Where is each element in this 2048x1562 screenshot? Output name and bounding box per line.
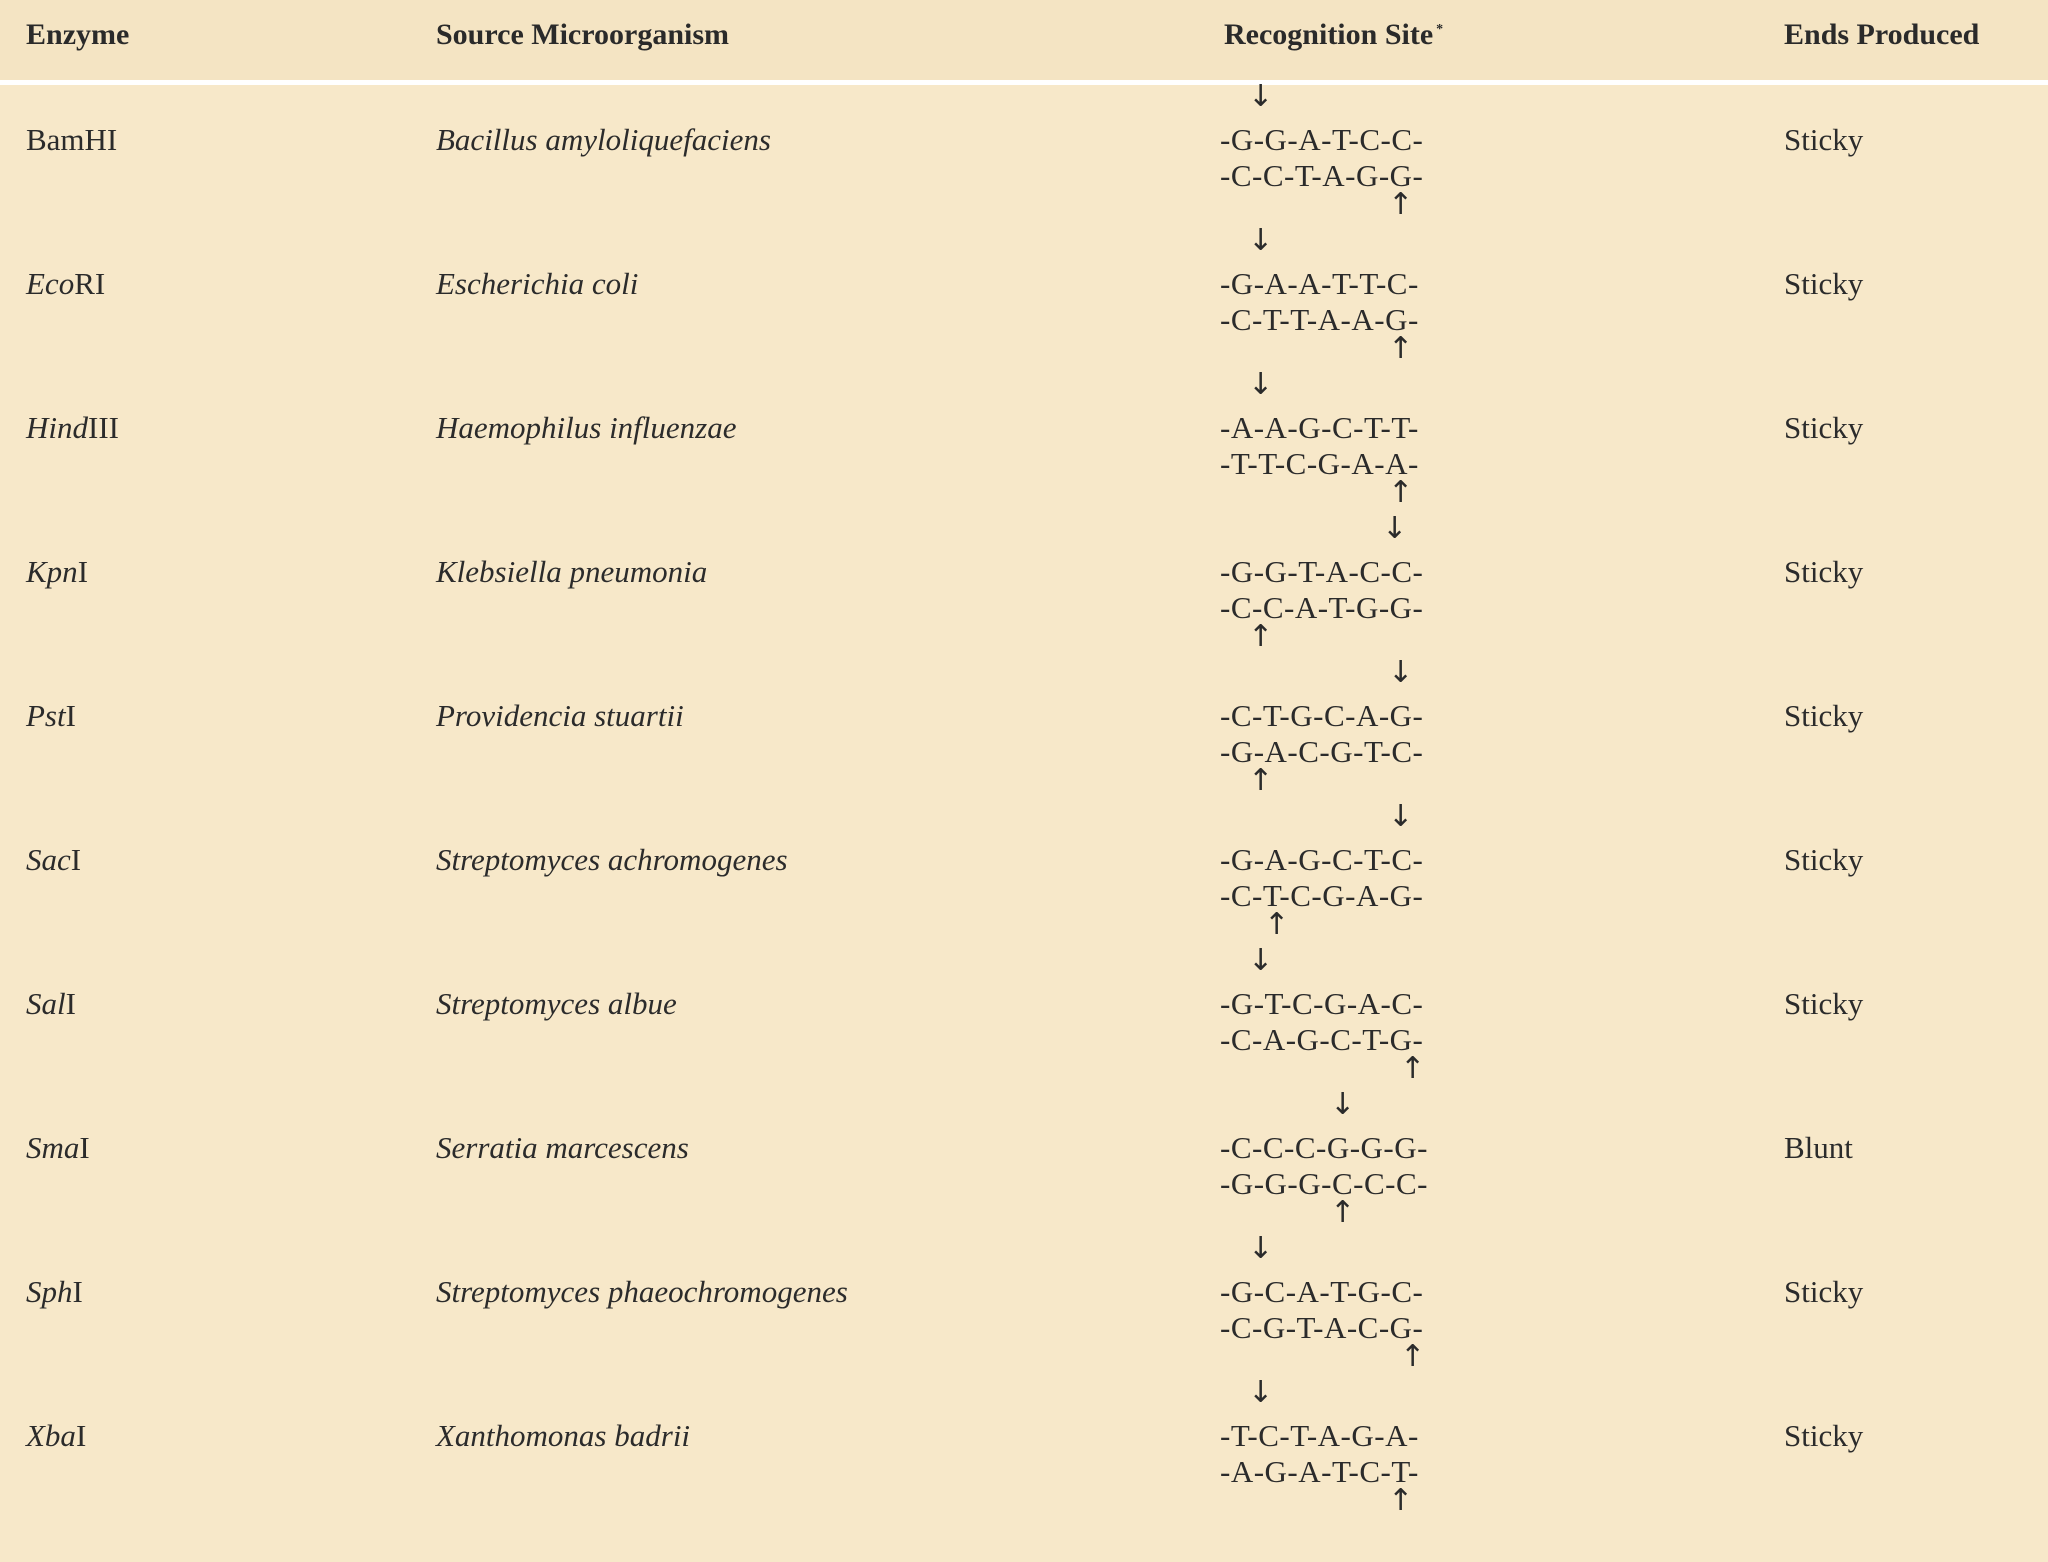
ends-produced: Sticky [1784, 266, 1864, 301]
enzyme-name-italic: Sac [26, 842, 71, 877]
cut-arrow-up-icon: ↑ [1400, 1339, 1426, 1374]
cut-arrow-up-icon: ↑ [1264, 907, 1290, 942]
cut-arrow-up-icon: ↑ [1388, 475, 1414, 510]
ends-produced: Sticky [1784, 842, 1864, 877]
enzyme-name-roman: I [65, 698, 76, 733]
bottom-strand: -G-A-C-G-T-C- [1220, 734, 1424, 769]
enzyme-name-italic: Xba [26, 1418, 76, 1453]
header-site-footnote-mark: * [1436, 22, 1444, 37]
ends-produced: Sticky [1784, 122, 1864, 157]
cut-arrow-down-icon: ↓ [1248, 943, 1274, 978]
table-row [0, 223, 2048, 410]
top-strand: -G-G-T-A-C-C- [1220, 554, 1424, 589]
enzyme-name-roman: III [88, 410, 119, 445]
enzyme-name [26, 842, 81, 878]
enzyme-name [26, 1130, 90, 1166]
enzyme-name [26, 1418, 86, 1454]
cut-arrow-down-icon: ↓ [1388, 799, 1414, 834]
table-row [0, 1375, 2048, 1562]
cut-arrow-down-icon: ↓ [1248, 223, 1274, 258]
top-strand: -G-T-C-G-A-C- [1220, 986, 1424, 1021]
cut-arrow-down-icon: ↓ [1248, 1231, 1274, 1266]
cut-arrow-up-icon: ↑ [1388, 1483, 1414, 1518]
header-site-label: Recognition Site [1224, 18, 1434, 51]
header-enzyme: Enzyme [26, 18, 130, 51]
table-row [0, 799, 2048, 986]
top-strand: -T-C-T-A-G-A- [1220, 1418, 1419, 1453]
enzyme-name-italic: Hind [26, 410, 88, 445]
ends-produced: Sticky [1784, 554, 1864, 589]
source-organism: Streptomyces phaeochromogenes [436, 1274, 848, 1309]
cut-arrow-up-icon: ↑ [1248, 619, 1274, 654]
table-row [0, 655, 2048, 842]
top-strand: -C-T-G-C-A-G- [1220, 698, 1424, 733]
cut-arrow-down-icon: ↓ [1382, 511, 1408, 546]
cut-arrow-down-icon: ↓ [1248, 1375, 1274, 1410]
enzyme-name [26, 122, 117, 158]
recognition-site [1220, 655, 1520, 842]
header-ends: Ends Produced [1784, 18, 1980, 51]
table-row [0, 1231, 2048, 1418]
top-strand: -C-C-C-G-G-G- [1220, 1130, 1428, 1165]
bottom-strand: -C-A-G-C-T-G- [1220, 1022, 1424, 1057]
bottom-strand: -C-G-T-A-C-G- [1220, 1310, 1424, 1345]
enzyme-name-italic: Pst [26, 698, 66, 733]
enzyme-name [26, 1274, 83, 1310]
ends-produced: Blunt [1784, 1130, 1853, 1165]
ends-produced: Sticky [1784, 410, 1864, 445]
enzyme-name-italic: Sph [26, 1274, 73, 1309]
table-row [0, 1087, 2048, 1274]
enzyme-name-italic: Eco [26, 266, 75, 301]
source-organism: Bacillus amyloliquefaciens [436, 122, 771, 157]
enzyme-name [26, 698, 76, 734]
recognition-site [1220, 367, 1520, 554]
cut-arrow-up-icon: ↑ [1388, 187, 1414, 222]
source-organism: Streptomyces achromogenes [436, 842, 788, 877]
enzyme-name-roman: I [79, 1130, 90, 1165]
enzyme-name-roman: BamHI [26, 122, 118, 157]
enzyme-name-roman: RI [74, 266, 106, 301]
cut-arrow-down-icon: ↓ [1388, 655, 1414, 690]
bottom-strand: -A-G-A-T-C-T- [1220, 1454, 1419, 1489]
top-strand: -G-C-A-T-G-C- [1220, 1274, 1424, 1309]
table-row [0, 943, 2048, 1130]
enzyme-name-italic: Kpn [26, 554, 78, 589]
table-row [0, 367, 2048, 554]
bottom-strand: -G-G-G-C-C-C- [1220, 1166, 1428, 1201]
cut-arrow-up-icon: ↑ [1330, 1195, 1356, 1230]
ends-produced: Sticky [1784, 986, 1864, 1021]
source-organism: Klebsiella pneumonia [436, 554, 708, 589]
enzyme-name [26, 410, 119, 446]
recognition-site [1220, 943, 1520, 1130]
table-header [0, 0, 2048, 85]
bottom-strand: -T-T-C-G-A-A- [1220, 446, 1419, 481]
top-strand: -G-G-A-T-C-C- [1220, 122, 1424, 157]
table-row [0, 511, 2048, 698]
ends-produced: Sticky [1784, 1418, 1864, 1453]
source-organism: Serratia marcescens [436, 1130, 689, 1165]
enzyme-name-italic: Sal [26, 986, 66, 1021]
top-strand: -G-A-G-C-T-C- [1220, 842, 1424, 877]
header-site [1224, 18, 1443, 52]
table-row [0, 79, 2048, 266]
enzyme-name [26, 554, 88, 590]
cut-arrow-down-icon: ↓ [1248, 367, 1274, 402]
top-strand: -G-A-A-T-T-C- [1220, 266, 1419, 301]
header-source: Source Microorganism [436, 18, 730, 51]
ends-produced: Sticky [1784, 698, 1864, 733]
source-organism: Streptomyces albue [436, 986, 677, 1021]
enzyme-name-roman: I [77, 554, 89, 589]
enzyme-name-italic: Sma [26, 1130, 80, 1165]
cut-arrow-down-icon: ↓ [1330, 1087, 1356, 1122]
ends-produced: Sticky [1784, 1274, 1864, 1309]
enzyme-name-roman: I [70, 842, 82, 877]
bottom-strand: -C-T-C-G-A-G- [1220, 878, 1424, 913]
source-organism: Xanthomonas badrii [436, 1418, 691, 1453]
recognition-site [1220, 511, 1520, 698]
bottom-strand: -C-C-A-T-G-G- [1220, 590, 1424, 625]
bottom-strand: -C-C-T-A-G-G- [1220, 158, 1424, 193]
cut-arrow-up-icon: ↑ [1248, 763, 1274, 798]
cut-arrow-down-icon: ↓ [1248, 79, 1274, 114]
cut-arrow-up-icon: ↑ [1388, 331, 1414, 366]
recognition-site [1220, 1375, 1520, 1562]
enzyme-name-roman: I [75, 1418, 87, 1453]
enzyme-name [26, 986, 76, 1022]
enzyme-name [26, 266, 105, 302]
enzyme-name-roman: I [65, 986, 76, 1021]
source-organism: Haemophilus influenzae [436, 410, 737, 445]
bottom-strand: -C-T-T-A-A-G- [1220, 302, 1419, 337]
source-organism: Escherichia coli [436, 266, 639, 301]
cut-arrow-up-icon: ↑ [1400, 1051, 1426, 1086]
source-organism: Providencia stuartii [436, 698, 684, 733]
top-strand: -A-A-G-C-T-T- [1220, 410, 1419, 445]
enzyme-name-roman: I [72, 1274, 83, 1309]
